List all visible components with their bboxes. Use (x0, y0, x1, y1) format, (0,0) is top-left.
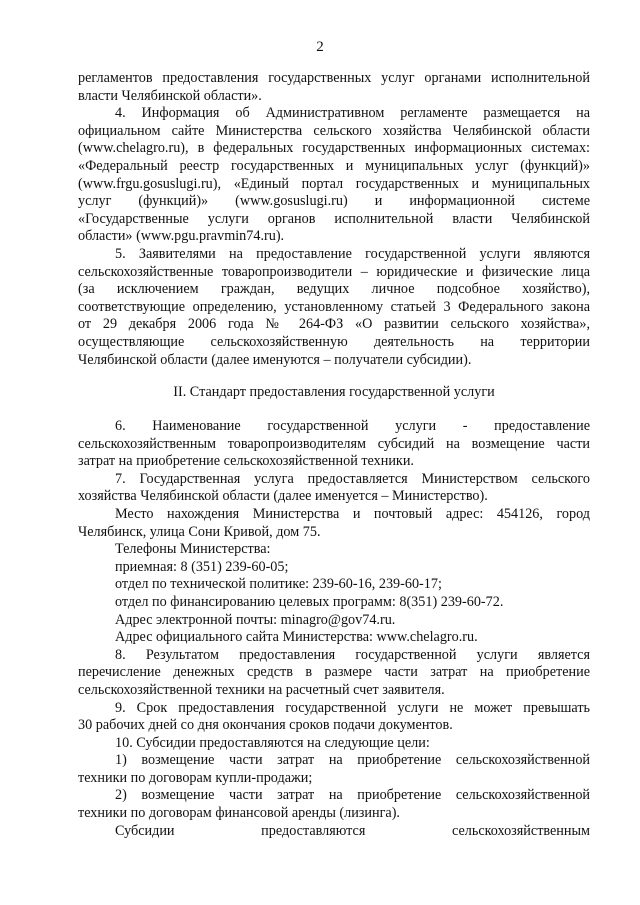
body-text-part-1 (78, 70, 590, 369)
section-heading: II. Стандарт предоставления государственной услуги (173, 384, 495, 400)
text-line: «Федеральный реестр государственных и муниципальных услуг (функций)» (78, 157, 590, 174)
text-line: Челябинск, улица Сони Кривой, дом 75. (78, 523, 321, 540)
text-line: 2) возмещение части затрат на приобретение сельскохозяйственной (115, 787, 590, 804)
text-line: 4. Информация об Административном регламенте размещается на (115, 105, 590, 122)
text-line: приемная: 8 (351) 239-60-05; (115, 558, 289, 575)
text-line: отдел по технической политике: 239-60-16, 239-60-17; (115, 576, 442, 593)
text-line: осуществляющие сельскохозяйственную деятельность на территории (78, 333, 590, 350)
text-line: техники по договорам купли-продажи; (78, 769, 313, 786)
text-line: Субсидии предоставляются сельскохозяйственным (115, 822, 590, 839)
text-line: хозяйства Челябинской области (далее именуется – Министерство). (78, 488, 488, 505)
text-line: регламентов предоставления государственных услуг органами исполнительной (78, 70, 590, 86)
text-line: услуг (функций)» (www.gosuslugi.ru) и информационной системе (78, 193, 590, 210)
text-line: соответствующие определению, установленному статьей 3 Федерального закона (78, 298, 590, 315)
text-line: 5. Заявителями на предоставление государственной услуги являются (115, 245, 590, 262)
text-line: отдел по финансированию целевых программ: 8(351) 239-60-72. (115, 593, 504, 610)
text-line: сельскохозяйственным товаропроизводителям субсидий на возмещение части (78, 435, 590, 452)
text-line: 1) возмещение части затрат на приобретение сельскохозяйственной (115, 752, 590, 769)
text-line: (за исключением граждан, ведущих личное подсобное хозяйство), (78, 281, 590, 298)
text-line: «Государственные услуги органов исполнительной власти Челябинской (78, 210, 590, 227)
body-text-part-2 (78, 418, 590, 840)
text-line: власти Челябинской области». (78, 87, 262, 104)
text-line: Адрес электронной почты: minagro@gov74.ru. (115, 611, 396, 628)
text-line: области» (www.pgu.pravmin74.ru). (78, 228, 285, 245)
text-line: Адрес официального сайта Министерства: www.chelagro.ru. (115, 629, 478, 646)
text-line: 7. Государственная услуга предоставляется Министерством сельского (115, 470, 590, 487)
text-line: (www.frgu.gosuslugi.ru), «Единый портал государственных и муниципальных (78, 175, 590, 192)
text-line: техники по договорам финансовой аренды (лизинга). (78, 805, 400, 822)
text-line: перечисление денежных средств в размере части затрат на приобретение (78, 664, 590, 681)
text-line: 8. Результатом предоставления государственной услуги является (115, 646, 590, 663)
text-line: затрат на приобретение сельскохозяйственной техники. (78, 453, 414, 470)
text-line: 30 рабочих дней со дня окончания сроков подачи документов. (78, 717, 453, 734)
text-line: Телефоны Министерства: (115, 541, 271, 558)
text-line: сельскохозяйственной техники на расчетный счет заявителя. (78, 681, 445, 698)
text-line: 9. Срок предоставления государственной услуги не может превышать (115, 699, 590, 716)
text-line: Челябинской области (далее именуются – получатели субсидии). (78, 351, 472, 368)
text-line: от 29 декабря 2006 года № 264-ФЗ «О развитии сельского хозяйства», (78, 316, 590, 333)
text-line: 10. Субсидии предоставляются на следующие цели: (115, 734, 430, 751)
text-line: (www.chelagro.ru), в федеральных государственных информационных системах: (78, 140, 590, 157)
text-line: 6. Наименование государственной услуги - предоставление (115, 418, 590, 434)
page-number: 2 (316, 39, 324, 55)
text-line: сельскохозяйственные товаропроизводители – юридические и физические лица (78, 263, 590, 280)
text-line: Место нахождения Министерства и почтовый адрес: 454126, город (115, 505, 590, 522)
text-line: официальном сайте Министерства сельского хозяйства Челябинской области (78, 122, 590, 139)
